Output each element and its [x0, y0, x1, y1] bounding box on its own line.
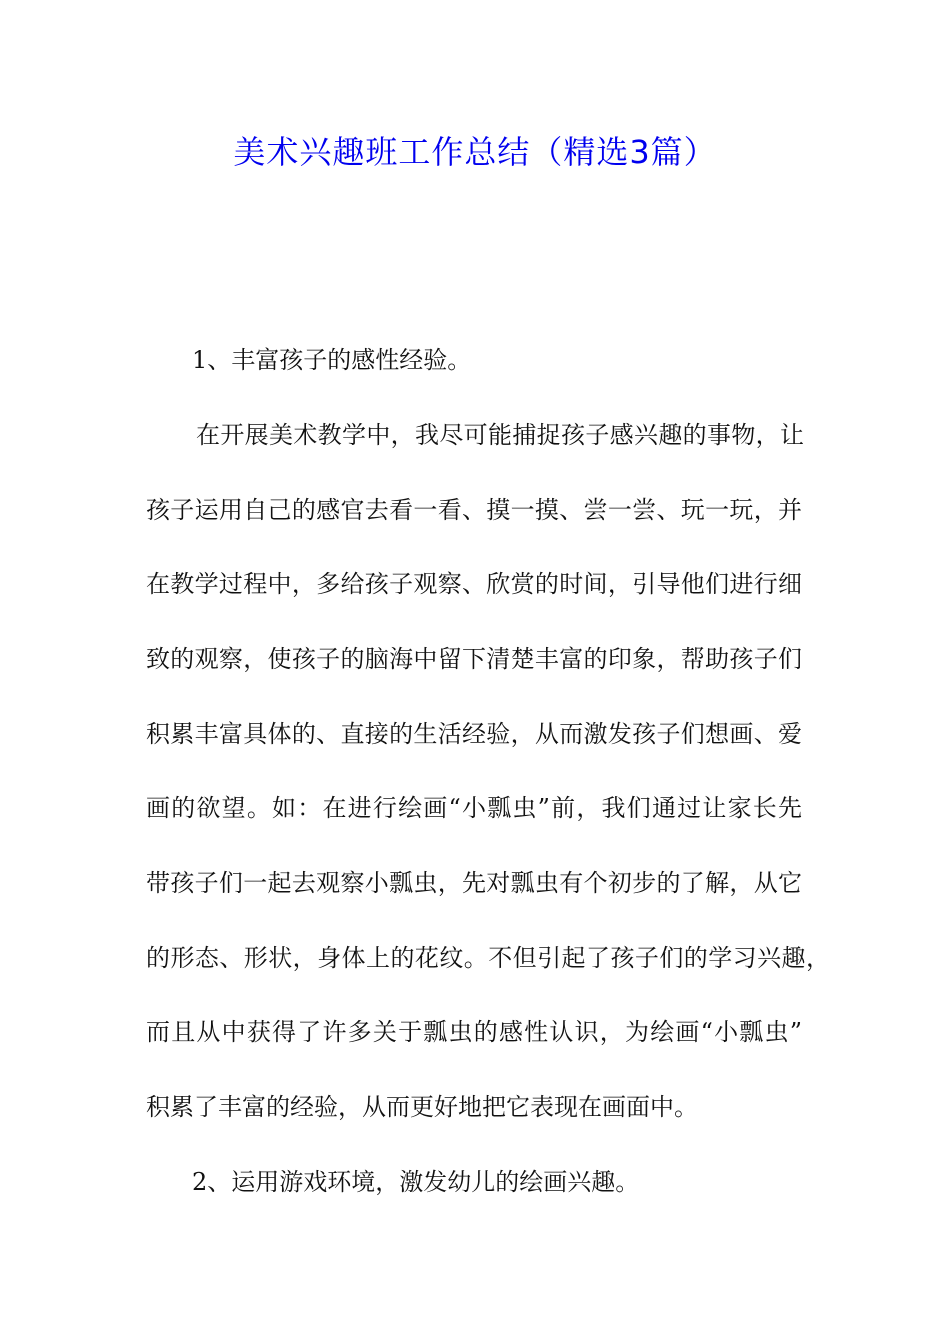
section-heading-2: 2、运用游戏环境，激发幼儿的绘画兴趣。 — [192, 1168, 640, 1196]
paragraph-line: 带孩子们一起去观察小瓢虫，先对瓢虫有个初步的了解，从它 — [146, 869, 802, 897]
paragraph-line: 孩子运用自己的感官去看一看、摸一摸、尝一尝、玩一玩，并 — [146, 496, 802, 524]
paragraph-line: 在开展美术教学中，我尽可能捕捉孩子感兴趣的事物，让 — [196, 421, 804, 449]
paragraph-line: 积累了丰富的经验，从而更好地把它表现在画面中。 — [146, 1093, 698, 1121]
paragraph-line: 画的欲望。如：在进行绘画“小瓢虫”前，我们通过让家长先 — [146, 794, 802, 822]
paragraph-line: 而且从中获得了许多关于瓢虫的感性认识，为绘画“小瓢虫” — [146, 1018, 802, 1046]
paragraph-line: 的形态、形状，身体上的花纹。不但引起了孩子们的学习兴趣， — [146, 944, 830, 972]
paragraph-line: 在教学过程中，多给孩子观察、欣赏的时间，引导他们进行细 — [146, 570, 802, 598]
paragraph-line: 积累丰富具体的、直接的生活经验，从而激发孩子们想画、爱 — [146, 720, 802, 748]
section-heading-1: 1、丰富孩子的感性经验。 — [192, 346, 472, 374]
paragraph-line: 致的观察，使孩子的脑海中留下清楚丰富的印象，帮助孩子们 — [146, 645, 802, 673]
document-title: 美术兴趣班工作总结（精选3篇） — [233, 133, 717, 171]
